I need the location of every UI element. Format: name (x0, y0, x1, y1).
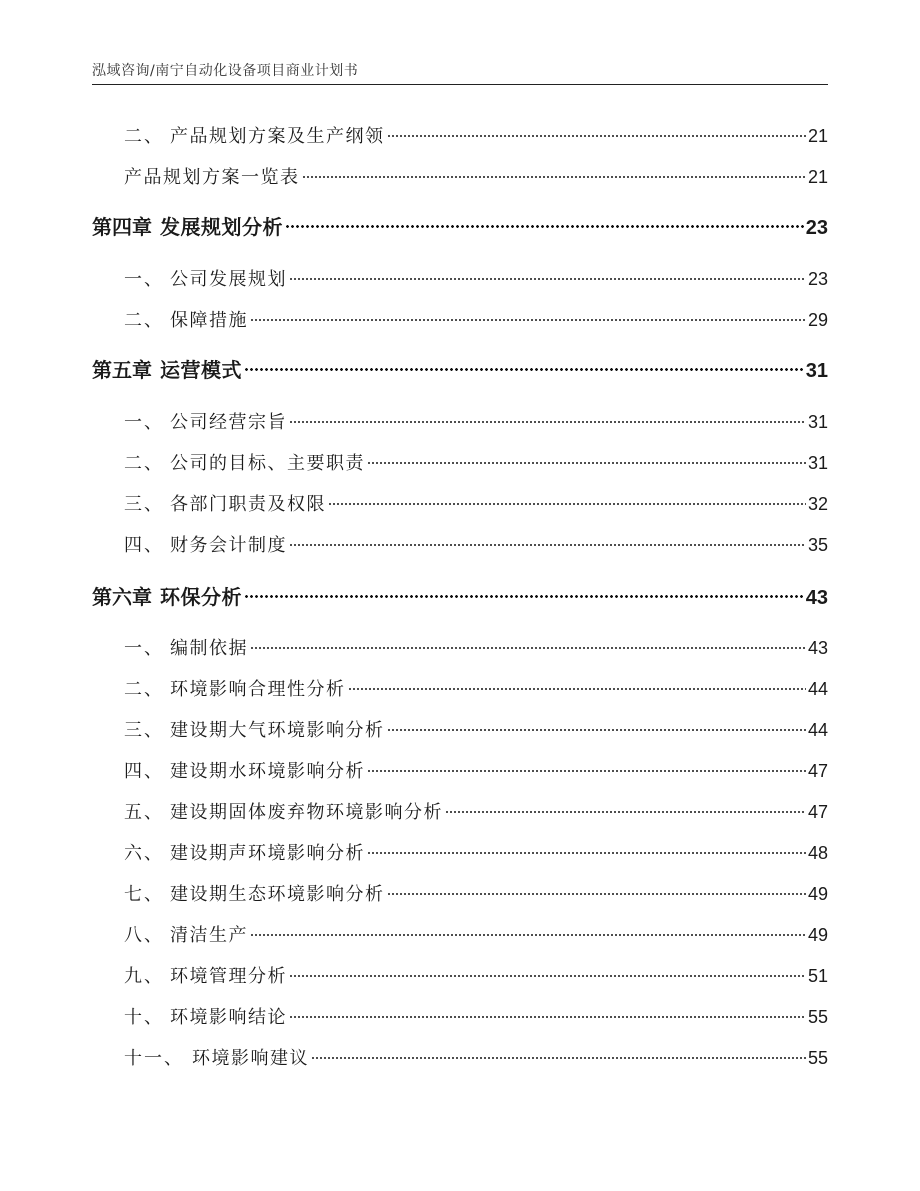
toc-entry-label: 产品规划方案一览表 (124, 167, 300, 188)
toc-entry[interactable] (124, 1004, 828, 1030)
toc-dot-leader (244, 595, 804, 598)
toc-entry-page: 55 (807, 1048, 828, 1068)
toc-entry[interactable] (124, 491, 828, 517)
toc-entry-page: 31 (807, 453, 828, 473)
toc-dot-leader (387, 893, 806, 895)
toc-dot-leader (244, 368, 804, 371)
toc-entry-number: 二、 (124, 310, 164, 331)
toc-chapter[interactable] (92, 213, 828, 241)
toc-entry[interactable] (124, 123, 828, 149)
toc-chapter-number: 第四章 (92, 215, 152, 239)
toc-entry[interactable] (124, 717, 828, 743)
toc-entry-page: 47 (807, 761, 828, 781)
toc-entry-page: 44 (807, 679, 828, 699)
toc-entry-label: 各部门职责及权限 (170, 494, 326, 515)
toc-entry-number: 十、 (124, 1007, 164, 1028)
toc-entry-number: 九、 (124, 966, 164, 987)
toc-entry-page: 31 (807, 412, 828, 432)
toc-entry-page: 47 (807, 802, 828, 822)
toc-entry[interactable] (124, 307, 828, 333)
toc-entry-number: 四、 (124, 535, 164, 556)
toc-entry[interactable] (124, 532, 828, 558)
toc-dot-leader (302, 176, 806, 178)
toc-dot-leader (289, 544, 806, 546)
toc-entry[interactable] (124, 409, 828, 435)
toc-entry-label: 环境影响结论 (170, 1007, 287, 1028)
page-header: 泓域咨询/南宁自动化设备项目商业计划书 (92, 63, 359, 79)
toc-entry-label: 保障措施 (170, 310, 248, 331)
toc-entry-label: 清洁生产 (170, 925, 248, 946)
toc-entry[interactable] (124, 799, 828, 825)
toc-chapter-page: 43 (805, 587, 828, 609)
toc-chapter-page: 23 (805, 217, 828, 239)
toc-dot-leader (367, 770, 806, 772)
toc-dot-leader (250, 934, 806, 936)
toc-dot-leader (387, 729, 806, 731)
toc-dot-leader (367, 852, 806, 854)
toc-entry[interactable] (124, 840, 828, 866)
toc-dot-leader (348, 688, 806, 690)
toc-chapter-number: 第五章 (92, 358, 152, 382)
toc-entry-page: 23 (807, 269, 828, 289)
toc-dot-leader (445, 811, 806, 813)
toc-entry-label: 建设期声环境影响分析 (170, 843, 365, 864)
toc-entry-number: 一、 (124, 269, 164, 290)
toc-entry-number: 六、 (124, 843, 164, 864)
toc-dot-leader (289, 278, 806, 280)
toc-entry-number: 一、 (124, 412, 164, 433)
toc-entry[interactable] (124, 922, 828, 948)
toc-entry-label: 财务会计制度 (170, 535, 287, 556)
toc-entry-page: 44 (807, 720, 828, 740)
toc-entry[interactable] (124, 676, 828, 702)
toc-entry[interactable] (124, 450, 828, 476)
toc-chapter-number: 第六章 (92, 585, 152, 609)
toc-chapter-page: 31 (805, 360, 828, 382)
toc-entry-page: 51 (807, 966, 828, 986)
toc-chapter-label: 运营模式 (160, 358, 242, 382)
toc-entry-number: 二、 (124, 126, 164, 147)
toc-entry-label: 环境影响合理性分析 (170, 679, 346, 700)
toc-dot-leader (250, 647, 806, 649)
toc-entry-label: 公司发展规划 (170, 269, 287, 290)
toc-chapter-label: 发展规划分析 (160, 215, 283, 239)
toc-dot-leader (328, 503, 806, 505)
toc-entry-number: 八、 (124, 925, 164, 946)
toc-entry-label: 建设期固体废弃物环境影响分析 (170, 802, 443, 823)
toc-entry-page: 49 (807, 884, 828, 904)
toc-chapter-label: 环保分析 (160, 585, 242, 609)
toc-entry-number: 三、 (124, 720, 164, 741)
toc-entry-label: 编制依据 (170, 638, 248, 659)
toc-entry-page: 32 (807, 494, 828, 514)
toc-dot-leader (285, 225, 804, 228)
toc-entry-label: 环境管理分析 (170, 966, 287, 987)
toc-entry-page: 43 (807, 638, 828, 658)
toc-dot-leader (387, 135, 806, 137)
toc-entry-number: 二、 (124, 679, 164, 700)
toc-entry-label: 建设期水环境影响分析 (170, 761, 365, 782)
toc-entry-page: 49 (807, 925, 828, 945)
toc-dot-leader (289, 1016, 806, 1018)
toc-entry-number: 五、 (124, 802, 164, 823)
toc-dot-leader (311, 1057, 806, 1059)
toc-entry[interactable] (124, 635, 828, 661)
toc-dot-leader (367, 462, 806, 464)
toc-entry-label: 公司的目标、主要职责 (170, 453, 365, 474)
toc-entry-number: 二、 (124, 453, 164, 474)
toc-entry[interactable] (124, 266, 828, 292)
toc-entry-page: 48 (807, 843, 828, 863)
toc-entry-page: 55 (807, 1007, 828, 1027)
toc-entry-number: 七、 (124, 884, 164, 905)
toc-entry[interactable] (124, 1045, 828, 1071)
toc-chapter[interactable] (92, 356, 828, 384)
toc-entry-label: 产品规划方案及生产纲领 (170, 126, 385, 147)
toc-entry-label: 公司经营宗旨 (170, 412, 287, 433)
toc-entry[interactable] (124, 881, 828, 907)
toc-entry-page: 29 (807, 310, 828, 330)
toc-dot-leader (289, 421, 806, 423)
toc-entry-page: 21 (807, 126, 828, 146)
toc-entry-label: 建设期大气环境影响分析 (170, 720, 385, 741)
toc-entry[interactable] (124, 758, 828, 784)
toc-entry-number: 四、 (124, 761, 164, 782)
toc-dot-leader (289, 975, 806, 977)
toc-entry-label: 环境影响建议 (192, 1048, 309, 1069)
toc-chapter[interactable] (92, 583, 828, 611)
toc-entry-page: 21 (807, 167, 828, 187)
toc-dot-leader (250, 319, 806, 321)
toc-entry-number: 三、 (124, 494, 164, 515)
toc-entry[interactable] (124, 164, 828, 190)
toc-entry-page: 35 (807, 535, 828, 555)
toc-entry-number: 一、 (124, 638, 164, 659)
toc-entry[interactable] (124, 963, 828, 989)
toc-entry-label: 建设期生态环境影响分析 (170, 884, 385, 905)
toc-entry-number: 十一、 (124, 1048, 184, 1069)
